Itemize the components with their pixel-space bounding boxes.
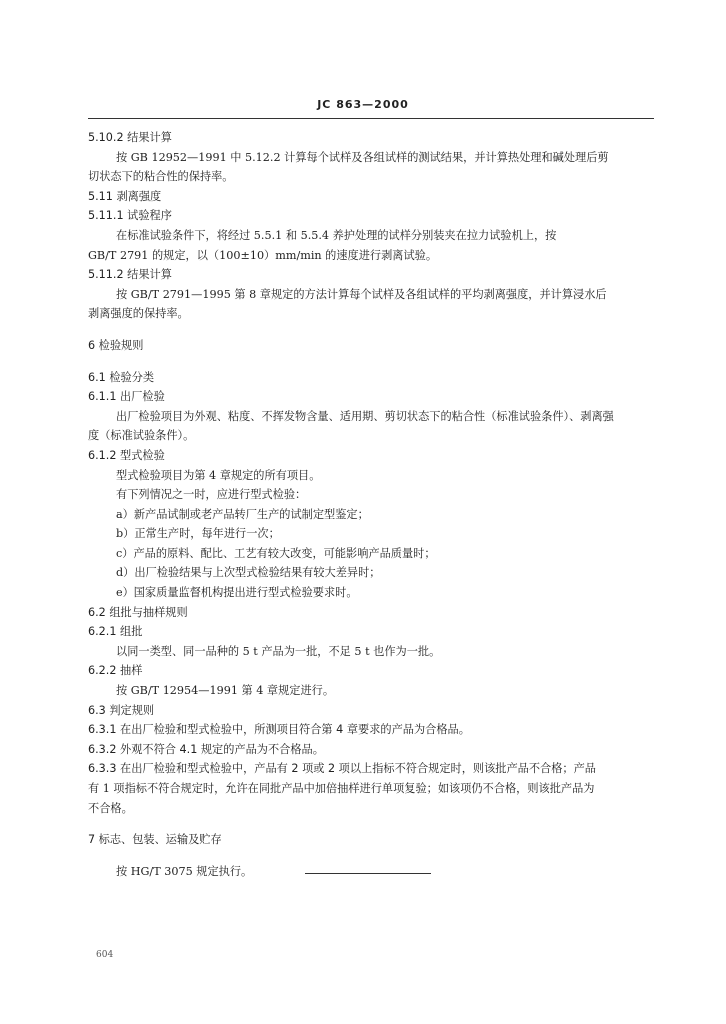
body-text-line: 出厂检验项目为外观、粘度、不挥发物含量、适用期、剪切状态下的粘合性（标准试验条件）、剥离强 <box>116 409 614 423</box>
section-heading-line: 5.11.2 结果计算 <box>88 268 172 282</box>
section-heading-line: 6.1.1 出厂检验 <box>88 390 165 404</box>
section-heading-line: 6.2 组批与抽样规则 <box>88 605 188 619</box>
section-heading-line: 6.3.2 外观不符合 4.1 规定的产品为不合格品。 <box>88 742 324 756</box>
section-heading-line: 5.11 剥离强度 <box>88 189 162 203</box>
body-text-line: 按 GB 12952—1991 中 5.12.2 计算每个试样及各组试样的测试结果，并计算热处理和碱处理后剪 <box>116 150 609 164</box>
body-text-line: 按 GB/T 2791—1995 第 8 章规定的方法计算每个试样及各组试样的平均剥离强度，并计算浸水后 <box>116 287 607 301</box>
body-text-line: 有下列情况之一时，应进行型式检验： <box>116 488 307 502</box>
page-number: 604 <box>96 950 114 960</box>
body-text-line: GB/T 2791 的规定，以（100±10）mm/min 的速度进行剥离试验。 <box>88 248 438 262</box>
section-heading-line: 6.3 判定规则 <box>88 703 155 717</box>
section-heading-line: 6.3.1 在出厂检验和型式检验中，所测项目符合第 4 章要求的产品为合格品。 <box>88 723 470 737</box>
body-text-line: e）国家质量监督机构提出进行型式检验要求时。 <box>116 586 358 600</box>
section-heading-line: 6.2.2 抽样 <box>88 664 143 678</box>
section-heading-line: 6.3.3 在出厂检验和型式检验中，产品有 2 项或 2 项以上指标不符合规定时，则该批产品不合格；产品 <box>88 762 596 776</box>
section-gap <box>88 850 654 862</box>
section-heading-line: 5.11.1 试验程序 <box>88 209 172 223</box>
section-gap <box>88 818 654 830</box>
body-text-line: 有 1 项指标不符合规定时，允许在同批产品中加倍抽样进行单项复验；如该项仍不合格，则该批产品为 <box>88 782 595 795</box>
body-text-line: a）新产品试制或老产品转厂生产的试制定型鉴定； <box>116 507 369 521</box>
header-rule <box>88 118 654 119</box>
section-gap <box>88 356 654 368</box>
body-text-line: 型式检验项目为第 4 章规定的所有项目。 <box>116 468 321 482</box>
body-text-line: d）出厂检验结果与上次型式检验结果有较大差异时； <box>116 566 381 580</box>
section-gap <box>88 324 654 336</box>
body-text-line: 不合格。 <box>88 801 133 815</box>
section-heading-line: 6.2.1 组批 <box>88 625 143 639</box>
body-text-line: 以同一类型、同一品种的 5 t 产品为一批，不足 5 t 也作为一批。 <box>116 644 441 658</box>
body-text-line: 按 HG/T 3075 规定执行。 <box>116 864 253 878</box>
body-text-line: c）产品的原料、配比、工艺有较大改变，可能影响产品质量时； <box>116 546 436 560</box>
body-text-line: 剥离强度的保持率。 <box>88 307 189 321</box>
section-heading-line: 6.1.2 型式检验 <box>88 448 165 462</box>
section-heading-line: 5.10.2 结果计算 <box>88 131 172 144</box>
body-text-line: 按 GB/T 12954—1991 第 4 章规定进行。 <box>116 684 335 698</box>
body-text-line: 切状态下的粘合性的保持率。 <box>88 170 234 184</box>
end-rule <box>305 873 431 874</box>
section-heading-line: 6 检验规则 <box>88 338 144 352</box>
page-header: JC 863—2000 <box>317 98 409 111</box>
body-text-line: 在标准试验条件下，将经过 5.5.1 和 5.5.4 养护处理的试样分别装夹在拉力试验机上，按 <box>116 228 557 242</box>
body-text-line: b）正常生产时，每年进行一次； <box>116 527 280 541</box>
document-body <box>88 128 654 881</box>
section-heading-line: 7 标志、包装、运输及贮存 <box>88 833 222 847</box>
body-text-line: 度（标准试验条件）。 <box>88 429 195 443</box>
section-heading-line: 6.1 检验分类 <box>88 370 155 384</box>
